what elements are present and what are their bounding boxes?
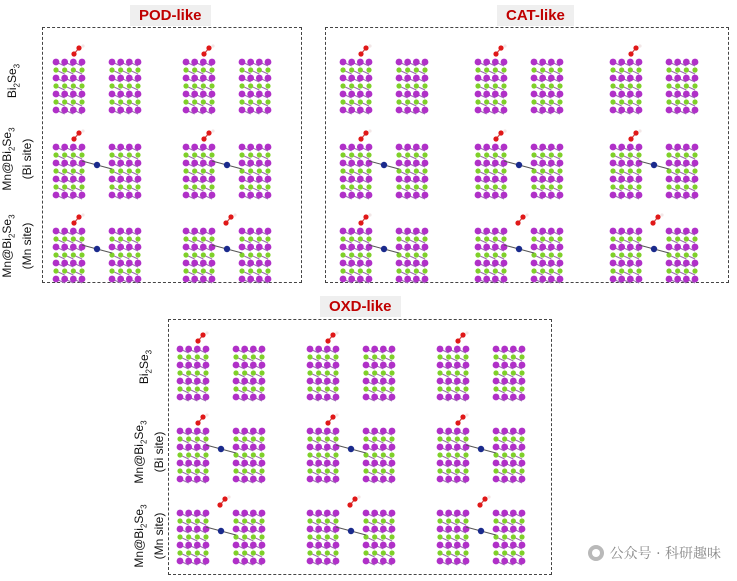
slab-right	[109, 59, 142, 114]
adsorbate-o2	[228, 214, 233, 219]
adsorbate-o1	[628, 51, 633, 56]
row-label-bi2se3-oxd: $Bi_2Se_3$	[137, 349, 154, 385]
slab-right	[493, 428, 526, 483]
watermark-text: 公众号 · 科研趣味	[609, 546, 721, 562]
adsorbate-o2	[363, 45, 368, 50]
adsorbate-h	[205, 413, 208, 416]
row-label-bi2se3-top: $Bi_2Se_3$	[5, 63, 22, 99]
adsorbate-o1	[325, 338, 330, 343]
adsorbate-o2	[76, 130, 81, 135]
mn-atom	[651, 162, 657, 168]
slab-left	[183, 228, 216, 283]
adsorbate-h	[368, 44, 371, 47]
adsorbate-o1	[195, 338, 200, 343]
slab-left	[475, 228, 508, 283]
adsorbate-o1	[217, 502, 222, 507]
adsorbate-h	[660, 213, 663, 216]
slab-left	[307, 346, 340, 401]
cat-title: CAT-like	[497, 5, 574, 26]
adsorbate-h	[503, 44, 506, 47]
adsorbate-o2	[655, 214, 660, 219]
slab-left	[53, 144, 86, 199]
slab-right	[493, 346, 526, 401]
adsorbate-o2	[200, 414, 205, 419]
slab-left	[53, 228, 86, 283]
slab-right	[239, 228, 272, 283]
adsorbate-o1	[358, 220, 363, 225]
adsorbate-h	[503, 129, 506, 132]
slab-left	[183, 59, 216, 114]
adsorbate-o1	[358, 51, 363, 56]
slab-right	[239, 144, 272, 199]
mn-atom	[218, 446, 224, 452]
oxd-title: OXD-like	[320, 296, 401, 317]
adsorbate-o1	[347, 502, 352, 507]
mn-atom	[224, 246, 230, 252]
adsorbate-o2	[460, 332, 465, 337]
mn-atom	[224, 162, 230, 168]
slab-left	[340, 59, 373, 114]
mn-atom	[381, 162, 387, 168]
wechat-icon	[588, 545, 604, 561]
adsorbate-o1	[71, 136, 76, 141]
adsorbate-h	[638, 44, 641, 47]
adsorbate-o2	[498, 45, 503, 50]
adsorbate-h	[487, 495, 490, 498]
slab-left	[307, 510, 340, 565]
oxd-structures	[168, 319, 552, 575]
slab-right	[396, 144, 429, 199]
adsorbate-o2	[352, 496, 357, 501]
slab-left	[610, 144, 643, 199]
slab-left	[177, 346, 210, 401]
adsorbate-o2	[633, 45, 638, 50]
slab-left	[610, 59, 643, 114]
adsorbate-o1	[71, 51, 76, 56]
slab-right	[531, 144, 564, 199]
slab-right	[666, 144, 699, 199]
slab-left	[53, 59, 86, 114]
adsorbate-o2	[330, 332, 335, 337]
adsorbate-o2	[76, 45, 81, 50]
slab-left	[307, 428, 340, 483]
adsorbate-o1	[628, 136, 633, 141]
slab-right	[233, 346, 266, 401]
slab-right	[531, 228, 564, 283]
slab-left	[183, 144, 216, 199]
adsorbate-o1	[515, 220, 520, 225]
slab-right	[531, 59, 564, 114]
adsorbate-o1	[493, 51, 498, 56]
adsorbate-o1	[358, 136, 363, 141]
adsorbate-h	[335, 413, 338, 416]
adsorbate-h	[368, 213, 371, 216]
adsorbate-h	[465, 331, 468, 334]
watermark	[588, 543, 721, 563]
adsorbate-o1	[455, 338, 460, 343]
slab-left	[475, 144, 508, 199]
slab-right	[109, 228, 142, 283]
adsorbate-o1	[455, 420, 460, 425]
adsorbate-o2	[76, 214, 81, 219]
cat-structures	[325, 27, 729, 283]
adsorbate-h	[335, 331, 338, 334]
adsorbate-h	[227, 495, 230, 498]
mn-atom	[348, 446, 354, 452]
slab-right	[396, 228, 429, 283]
row-label-mn-mn-site-top: $Mn@Bi_2Se_3$ (Mn site)	[0, 214, 34, 278]
mn-atom	[94, 162, 100, 168]
row-label-mn-mn-site-oxd: $Mn@Bi_2Se_3$ (Mn site)	[132, 504, 166, 568]
adsorbate-o2	[363, 214, 368, 219]
mn-atom	[651, 246, 657, 252]
mn-atom	[516, 162, 522, 168]
slab-left	[177, 428, 210, 483]
adsorbate-o1	[477, 502, 482, 507]
adsorbate-o2	[200, 332, 205, 337]
slab-right	[233, 510, 266, 565]
adsorbate-o2	[482, 496, 487, 501]
adsorbate-o2	[222, 496, 227, 501]
slab-right	[666, 228, 699, 283]
slab-right	[363, 428, 396, 483]
slab-right	[396, 59, 429, 114]
slab-left	[177, 510, 210, 565]
slab-right	[239, 59, 272, 114]
slab-right	[493, 510, 526, 565]
adsorbate-h	[211, 44, 214, 47]
slab-left	[475, 59, 508, 114]
slab-left	[340, 144, 373, 199]
slab-right	[666, 59, 699, 114]
adsorbate-o1	[201, 136, 206, 141]
adsorbate-h	[525, 213, 528, 216]
adsorbate-h	[357, 495, 360, 498]
adsorbate-o1	[493, 136, 498, 141]
adsorbate-h	[211, 129, 214, 132]
adsorbate-h	[638, 129, 641, 132]
adsorbate-h	[233, 213, 236, 216]
slab-left	[340, 228, 373, 283]
pod-structures	[42, 27, 302, 283]
adsorbate-o2	[330, 414, 335, 419]
slab-left	[437, 510, 470, 565]
adsorbate-h	[465, 413, 468, 416]
slab-left	[437, 346, 470, 401]
mn-atom	[478, 446, 484, 452]
mn-atom	[348, 528, 354, 534]
adsorbate-o1	[71, 220, 76, 225]
slab-left	[437, 428, 470, 483]
adsorbate-o1	[650, 220, 655, 225]
adsorbate-h	[368, 129, 371, 132]
slab-right	[363, 510, 396, 565]
adsorbate-h	[81, 44, 84, 47]
adsorbate-o2	[633, 130, 638, 135]
adsorbate-h	[205, 331, 208, 334]
adsorbate-o2	[520, 214, 525, 219]
row-label-mn-bi-site-oxd: $Mn@Bi_2Se_3$ (Bi site)	[132, 420, 166, 484]
pod-title: POD-like	[130, 5, 211, 26]
slab-right	[233, 428, 266, 483]
slab-right	[109, 144, 142, 199]
adsorbate-o2	[498, 130, 503, 135]
adsorbate-o2	[363, 130, 368, 135]
adsorbate-o1	[195, 420, 200, 425]
mn-atom	[381, 246, 387, 252]
adsorbate-o1	[325, 420, 330, 425]
adsorbate-o2	[206, 130, 211, 135]
adsorbate-o2	[206, 45, 211, 50]
mn-atom	[94, 246, 100, 252]
slab-right	[363, 346, 396, 401]
adsorbate-h	[81, 213, 84, 216]
mn-atom	[516, 246, 522, 252]
row-label-mn-bi-site-top: $Mn@Bi_2Se_3$ (Bi site)	[0, 127, 34, 191]
adsorbate-o1	[223, 220, 228, 225]
mn-atom	[218, 528, 224, 534]
mn-atom	[478, 528, 484, 534]
adsorbate-h	[81, 129, 84, 132]
adsorbate-o2	[460, 414, 465, 419]
slab-left	[610, 228, 643, 283]
adsorbate-o1	[201, 51, 206, 56]
